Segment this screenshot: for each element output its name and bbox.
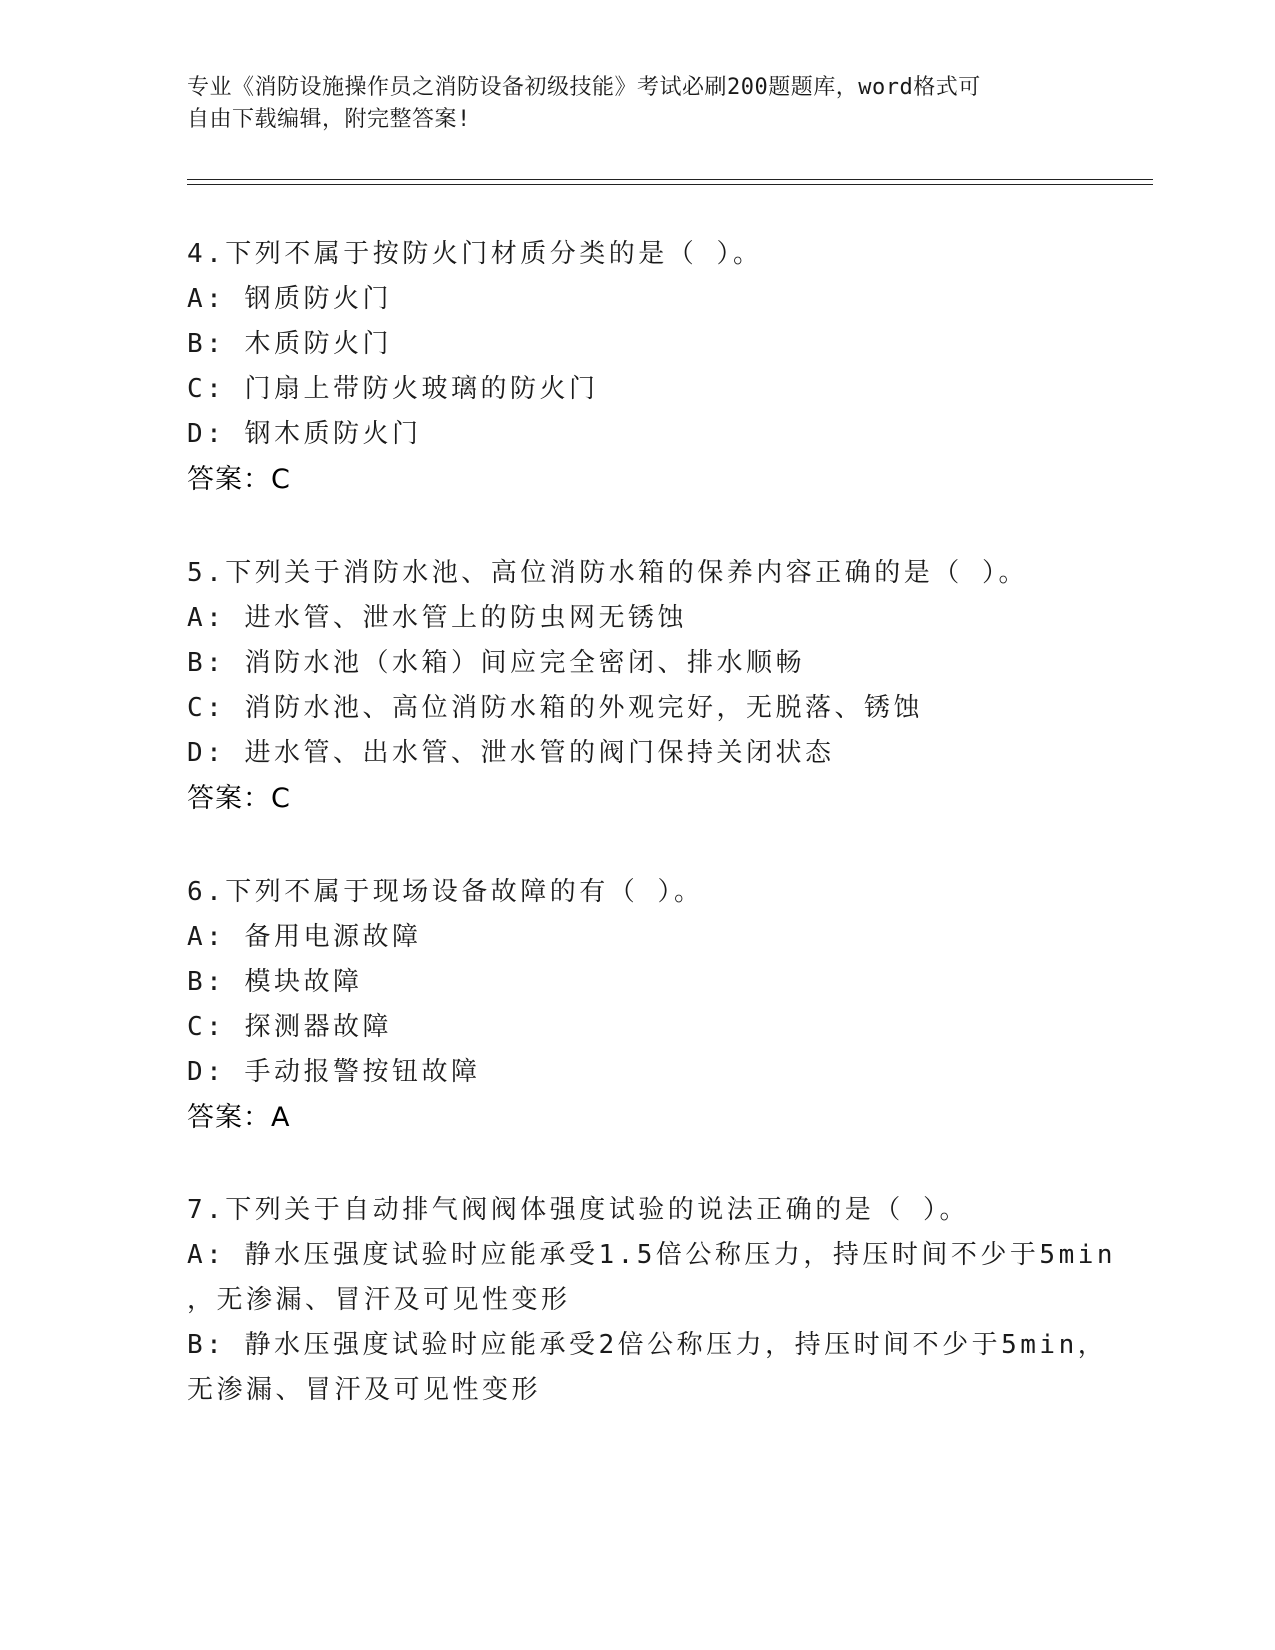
option-a: A: 静水压强度试验时应能承受1.5倍公称压力，持压时间不少于5min [187,1240,1117,1270]
question-stem: 5.下列关于消防水池、高位消防水箱的保养内容正确的是（ ）。 [187,558,1028,588]
question-4 [187,232,1087,502]
header-line-2: 自由下载编辑，附完整答案! [187,107,471,132]
option-a: A: 备用电源故障 [187,922,422,952]
answer-label: 答案：A [187,1102,291,1133]
option-d: D: 进水管、出水管、泄水管的阀门保持关闭状态 [187,738,835,768]
option-d: D: 手动报警按钮故障 [187,1057,481,1087]
answer-label: 答案：C [187,464,291,495]
option-c: C: 消防水池、高位消防水箱的外观完好，无脱落、锈蚀 [187,693,923,723]
answer-label: 答案：C [187,783,291,814]
header-line-1: 专业《消防设施操作员之消防设备初级技能》考试必刷200题题库，word格式可 [187,75,981,100]
option-b: B: 模块故障 [187,967,363,997]
question-stem: 7.下列关于自动排气阀阀体强度试验的说法正确的是（ ）。 [187,1195,969,1225]
option-b: B: 静水压强度试验时应能承受2倍公称压力，持压时间不少于5min， [187,1330,1108,1360]
option-a: A: 钢质防火门 [187,284,392,314]
option-c: C: 门扇上带防火玻璃的防火门 [187,374,599,404]
question-7 [187,1188,1117,1413]
option-a-continued: ，无渗漏、冒汗及可见性变形 [187,1285,571,1315]
option-a: A: 进水管、泄水管上的防虫网无锈蚀 [187,603,687,633]
question-5 [187,551,1087,821]
header-divider-top [187,179,1153,180]
header-divider-bottom [187,184,1153,185]
question-stem: 4.下列不属于按防火门材质分类的是（ ）。 [187,239,763,269]
question-stem: 6.下列不属于现场设备故障的有（ ）。 [187,877,704,907]
option-d: D: 钢木质防火门 [187,419,422,449]
option-b: B: 消防水池（水箱）间应完全密闭、排水顺畅 [187,648,805,678]
option-b: B: 木质防火门 [187,329,392,359]
option-c: C: 探测器故障 [187,1012,392,1042]
option-b-continued: 无渗漏、冒汗及可见性变形 [187,1375,542,1405]
question-6 [187,870,1087,1140]
document-header [187,72,1067,136]
